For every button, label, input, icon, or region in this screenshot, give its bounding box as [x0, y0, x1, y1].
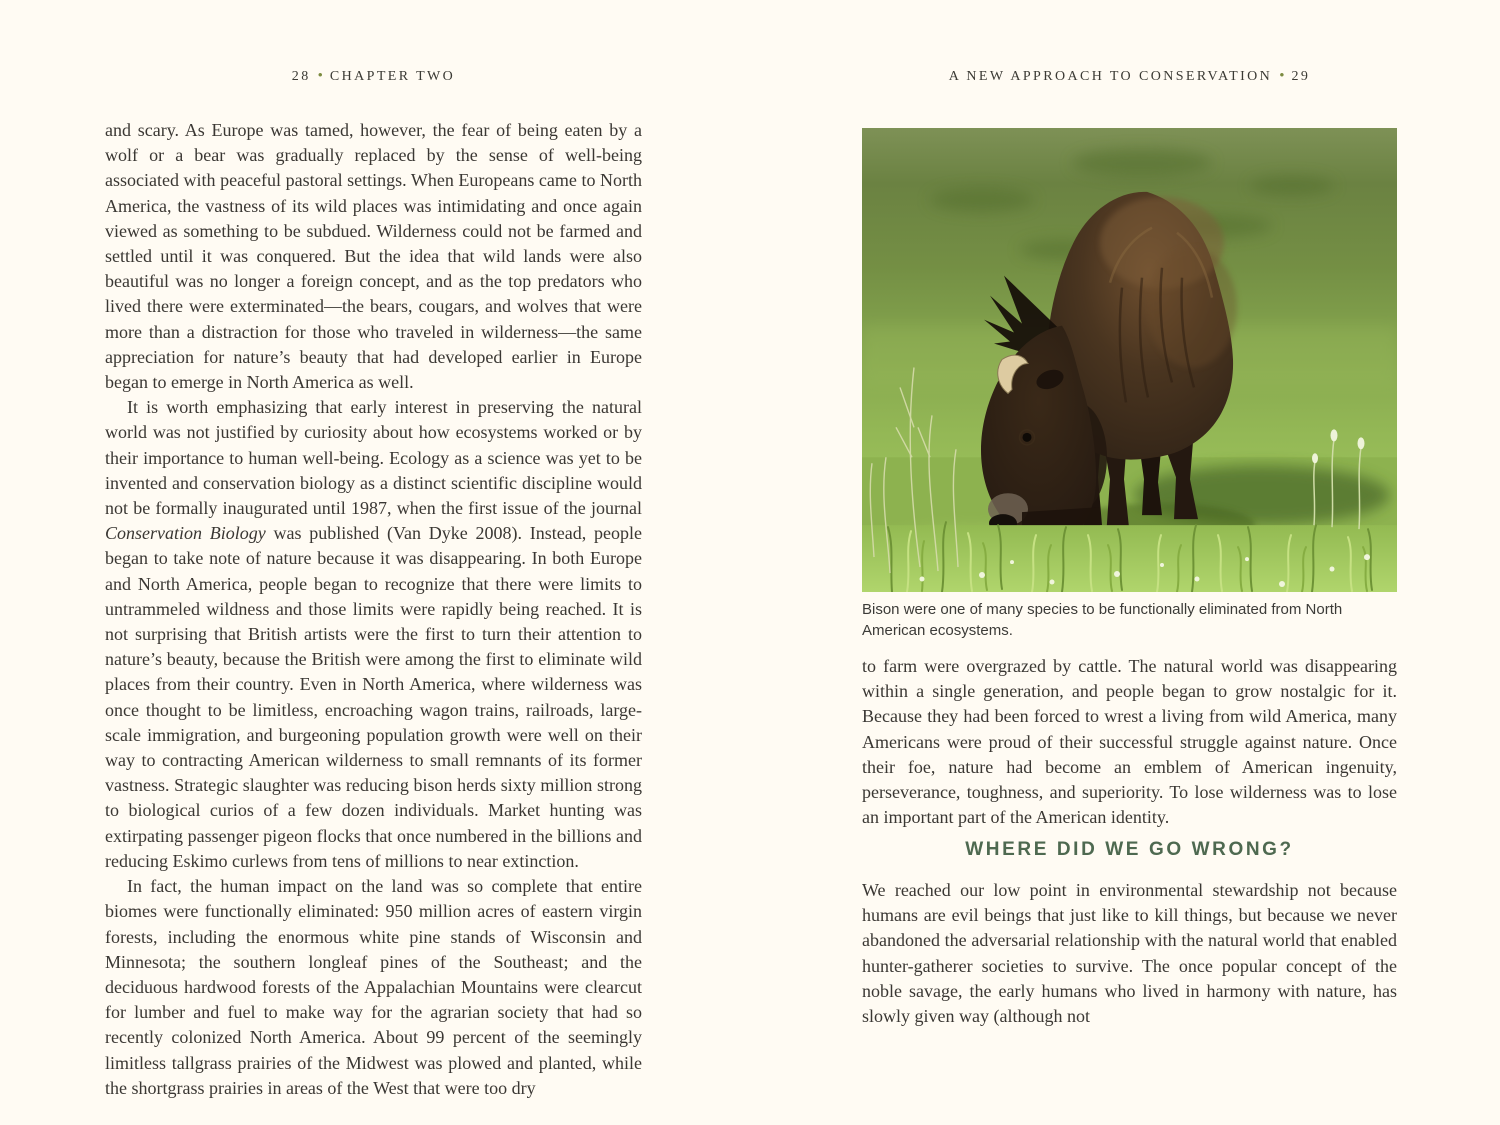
running-head-left — [105, 68, 642, 85]
bullet-separator: • — [1279, 68, 1285, 84]
body-column-left — [105, 118, 642, 1101]
section-heading: WHERE DID WE GO WRONG? — [965, 839, 1294, 860]
paragraph: and scary. As Europe was tamed, however, the fear of being eaten by a wolf or a bear was gradually replaced by the sense of well-being associated with peaceful pastoral settings. When Europeans came to North America, the vastness of its wild places was intimidating and once again viewed as something to be subdued. Wilderness could not be farmed and settled until it was conquered. But the idea that wild lands were also beautiful was no longer a foreign concept, and as the top predators who lived there were exterminated—the bears, cougars, and wolves that were more than a distraction for those who traveled in wilderness—the same appreciation for nature’s beauty that had developed earlier in Europe began to emerge in North America as well. — [105, 120, 642, 393]
paragraph: We reached our low point in environmental stewardship not because humans are evil beings that just like to kill things, but because we never abandoned the adversarial relationship with the natural world that enabled hunter-gatherer societies to survive. The once popular concept of the noble savage, the early humans who lived in harmony with nature, has slowly given way (although not — [862, 880, 1397, 1027]
running-head-right — [862, 68, 1397, 85]
bullet-separator: • — [317, 68, 323, 84]
paragraph: It is worth emphasizing that early interest in preserving the natural world was not justified by curiosity about how ecosystems worked or by their importance to human well-being. Ecology as a science was yet to be invented and conservation biology as a distinct scientific discipline would not be formally inaugurated until 1987, when the first issue of the journal Conservation Biology was published (Van Dyke 2008). Instead, people began to take note of nature because it was disappearing. In both Europe and North America, people began to recognize that there were limits to untrammeled wildness and those limits were rapidly being reached. It is not surprising that British artists were the first to turn their attention to nature’s beauty, because the British were among the first to eliminate wild places from their country. Even in North America, where wilderness was once thought to be limitless, encroaching wagon trains, railroads, large-scale immigration, and burgeoning population growth were well on their way to contracting American wilderness to small remnants of its former vastness. Strategic slaughter was reducing bison herds sixty million strong to biological curios of a few dozen individuals. Market hunting was extirpating passenger pigeon flocks that once numbered in the billions and reducing Eskimo curlews from tens of millions to near extinction. — [105, 397, 642, 871]
chapter-title: CHAPTER TWO — [329, 69, 456, 84]
body-column-right-top — [862, 654, 1397, 830]
photo-caption: Bison were one of many species to be functionally eliminated from North American ecosystems. — [862, 601, 1343, 639]
paragraph: to farm were overgrazed by cattle. The natural world was disappearing within a single generation, and people began to grow nostalgic for it. Because they had been forced to wrest a living from wild America, many Americans were proud of their successful struggle against nature. Once their foe, nature had become an emblem of American ingenuity, perseverance, toughness, and superiority. To lose wilderness was to lose an important part of the American identity. — [862, 656, 1397, 828]
page-number-left: 28 — [291, 69, 311, 84]
body-column-right-bottom — [862, 878, 1397, 1029]
paragraph: In fact, the human impact on the land was so complete that entire biomes were functionally eliminated: 950 million acres of eastern virgin forests, including the enormous white pine stands of Wisconsin and Minnesota; the southern longleaf pines of the Southeast; and the deciduous hardwood forests of the Appalachian Mountains were clearcut for lumber and fuel to make way for the agrarian society that had so recently colonized North America. About 99 percent of the seemingly limitless tallgrass prairies of the Midwest was plowed and planted, while the shortgrass prairies in areas of the West that were too dry — [105, 876, 642, 1098]
page-number-right: 29 — [1291, 69, 1311, 84]
bison-photo-art — [862, 128, 1397, 592]
section-title: A NEW APPROACH TO CONSERVATION — [948, 69, 1273, 84]
bison-photo — [862, 128, 1397, 592]
